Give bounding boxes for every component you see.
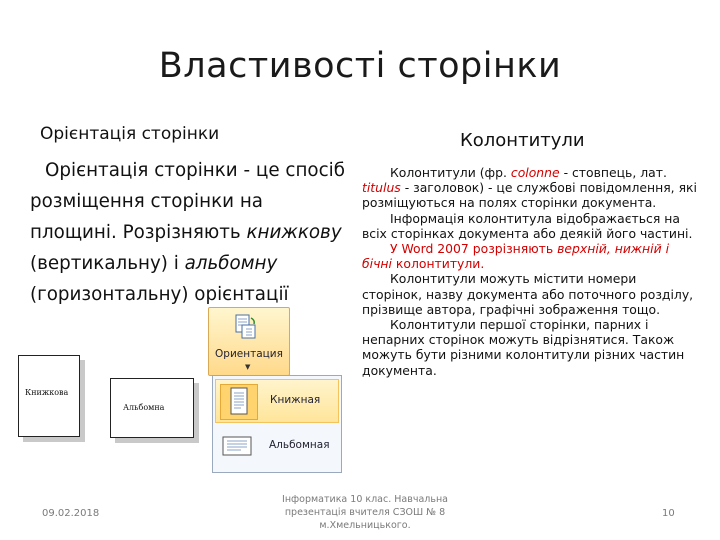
orientation-heading: Орієнтація сторінки: [40, 124, 220, 144]
orientation-text: [30, 155, 350, 310]
landscape-page-icon: [219, 429, 255, 463]
footer-date: 09.02.2018: [42, 508, 100, 519]
orientation-paragraph: [30, 155, 350, 310]
landscape-page-label: Альбомна: [123, 403, 165, 412]
headers-footers-heading: Колонтитули: [460, 130, 585, 151]
orientation-button-label: Ориентация: [215, 348, 283, 360]
hf-paragraph-2: Інформація колонтитула відображається на всіх сторінках документа або деякій його частині.: [362, 210, 693, 241]
footer-caption: Інформатика 10 клас. Навчальна презентація вчителя СЗОШ № 8 м.Хмельницького.: [282, 494, 448, 531]
menu-item-landscape[interactable]: [215, 425, 337, 467]
orientation-text-e: (горизонтальну) орієнтації: [30, 284, 289, 305]
hf-paragraph-4: Колонтитули можуть містити номери сторінок, назву документа або поточного розділу, прізвище автора, графічні зображення тощо.: [362, 271, 694, 317]
hf-p3-a: У Word 2007 розрізняють: [390, 241, 558, 257]
menu-item-portrait-label: Книжная: [270, 394, 321, 406]
landscape-page-illustration: [110, 378, 194, 438]
hf-p1-titulus: titulus: [362, 180, 401, 196]
menu-item-portrait[interactable]: [215, 379, 339, 423]
orientation-ribbon-button[interactable]: [208, 307, 290, 376]
orientation-landscape-term: альбомну: [184, 253, 278, 274]
portrait-page-illustration: [18, 355, 80, 437]
hf-p1-a: Колонтитули (фр.: [390, 165, 511, 180]
hf-p3-c: колонтитули.: [391, 256, 485, 272]
hf-paragraph-5: Колонтитули першої сторінки, парних і непарних сторінок можуть відрізнятися. Також можуть бути різними колонтитули різних частин документа.: [362, 317, 685, 378]
orientation-icon: [235, 314, 257, 340]
hf-paragraph-3: [362, 241, 700, 271]
headers-footers-text: [362, 165, 700, 378]
slide-title: Властивості сторінки: [158, 46, 562, 86]
menu-item-landscape-label: Альбомная: [269, 439, 330, 451]
chevron-down-icon: ▼: [245, 363, 251, 371]
portrait-page-label: Книжкова: [25, 388, 69, 397]
hf-paragraph-1: [362, 165, 700, 211]
orientation-text-a: Орієнтація сторінки - це спосіб розміщення сторінки на площині. Розрізняють: [30, 160, 345, 243]
portrait-page-icon: [220, 384, 258, 420]
orientation-dropdown-menu: [212, 375, 342, 473]
slide-number: 10: [662, 508, 675, 519]
hf-p3-kinds: верхній, нижній і бічні: [362, 241, 670, 272]
hf-p1-e: - заголовок) - це службові повідомлення, які розміщуються на полях сторінки документа.: [362, 180, 697, 211]
hf-p1-colonne: colonne: [510, 165, 560, 180]
orientation-text-c: (вертикальну) і: [30, 253, 185, 274]
orientation-portrait-term: книжкову: [246, 222, 342, 243]
hf-p1-c: - стовпець, лат.: [559, 165, 667, 180]
